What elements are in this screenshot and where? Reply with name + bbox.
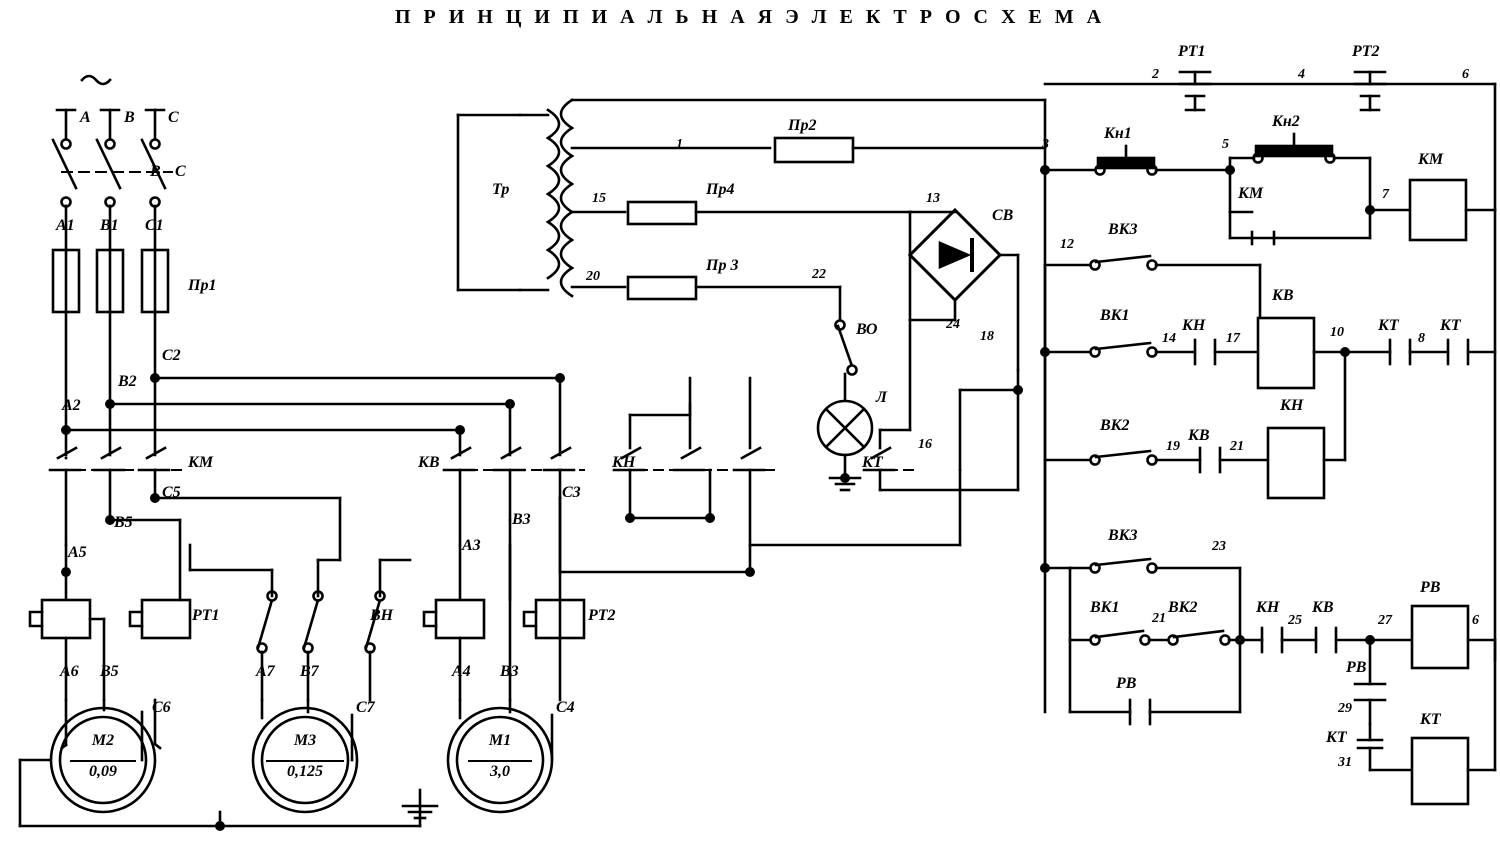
label-Kn2: Кн2: [1272, 113, 1300, 130]
node-6b: 6: [1472, 613, 1479, 628]
label-VK1-lower: ВК1: [1090, 599, 1120, 616]
label-Pr2: Пр2: [788, 117, 817, 134]
terminal-C1: C1: [145, 217, 164, 234]
node-18: 18: [980, 329, 994, 344]
node-24: 24: [946, 317, 960, 332]
label-KM-aux: КМ: [1238, 185, 1264, 202]
terminal-C7: C7: [356, 699, 375, 716]
page-title: П Р И Н Ц И П И А Л Ь Н А Я Э Л Е К Т Р О С Х Е М А: [394, 6, 1106, 28]
node-5: 5: [1222, 137, 1229, 152]
label-Pr1: Пр1: [188, 277, 217, 294]
terminal-A2: A2: [62, 397, 81, 414]
terminal-A6: A6: [60, 663, 79, 680]
label-KV-series-1: КВ: [1188, 427, 1210, 444]
terminal-C4: C4: [556, 699, 575, 716]
node-10: 10: [1330, 325, 1344, 340]
label-RV-coil: РВ: [1420, 579, 1441, 596]
node-7: 7: [1382, 187, 1389, 202]
node-17: 19: [1166, 439, 1180, 454]
node-31: 31: [1338, 755, 1352, 770]
terminal-C6: C6: [152, 699, 171, 716]
motor-M3-name: М3: [293, 732, 317, 749]
node-23: 23: [1212, 539, 1226, 554]
label-VO: ВО: [856, 321, 878, 338]
label-RT2-top: РТ2: [1352, 43, 1380, 60]
node-4: 4: [1298, 67, 1305, 82]
label-SV: СВ: [992, 207, 1014, 224]
motor-M1-name: М1: [488, 732, 512, 749]
label-KT-center: КТ: [862, 454, 883, 471]
node-12: 13: [926, 191, 940, 206]
motor-M2-name: М2: [91, 732, 115, 749]
node-19: 21: [1230, 439, 1244, 454]
label-Kn1: Кн1: [1104, 125, 1132, 142]
node-6: 6: [1462, 67, 1469, 82]
terminal-B7: B7: [300, 663, 319, 680]
node-20: 20: [586, 269, 600, 284]
label-KV-lower: КВ: [1312, 599, 1334, 616]
node-16: 16: [918, 437, 932, 452]
terminal-B5: B5: [114, 514, 133, 531]
label-KN-series-1: КН: [1182, 317, 1206, 334]
node-21: 21: [1152, 611, 1166, 626]
label-RT2-left: РТ1: [192, 607, 220, 624]
terminal-C3: C3: [562, 484, 581, 501]
terminal-B3b: B3: [500, 663, 519, 680]
label-VK2-lower: ВК2: [1168, 599, 1198, 616]
label-KT-series-2: КТ: [1440, 317, 1461, 334]
node-15: 17: [1226, 331, 1240, 346]
label-KV-coil: КВ: [1272, 287, 1294, 304]
node-22: 22: [812, 267, 826, 282]
node-11: 12: [1060, 237, 1074, 252]
terminal-B3: B3: [512, 511, 531, 528]
label-RV-contact-2: КТ: [1326, 729, 1347, 746]
terminal-C2: C2: [162, 347, 181, 364]
label-KN-lower: КН: [1256, 599, 1280, 616]
label-Pr4: Пр4: [706, 181, 735, 198]
node-2: 2: [1152, 67, 1159, 82]
label-RT1-right: РТ2: [588, 607, 616, 624]
terminal-A1: A1: [56, 217, 75, 234]
label-KN-coil: КН: [1280, 397, 1304, 414]
label-Pr3: Пр 3: [706, 257, 739, 274]
label-VK3-lower: ВК3: [1108, 527, 1138, 544]
motor-M2-power: 0,09: [70, 760, 136, 780]
label-KV-center: КВ: [418, 454, 440, 471]
label-phase-A: A: [80, 109, 91, 126]
node-3: 3: [1042, 137, 1049, 152]
label-KT-series-1: КТ: [1378, 317, 1399, 334]
label-RV-contact-1: РВ: [1346, 659, 1367, 676]
terminal-C5: C5: [162, 484, 181, 501]
terminal-A3: A3: [462, 537, 481, 554]
label-L: Л: [876, 389, 887, 406]
node-25: 25: [1288, 613, 1302, 628]
label-VK1-upper: ВК1: [1100, 307, 1130, 324]
motor-M1-power: 3,0: [468, 760, 532, 780]
motor-M3-power: 0,125: [266, 760, 344, 780]
terminal-A4: A4: [452, 663, 471, 680]
label-phase-B: B: [124, 109, 135, 126]
terminal-B2: B2: [118, 373, 137, 390]
label-KM-lower: РВ: [1116, 675, 1137, 692]
label-KM-coil: КМ: [1418, 151, 1444, 168]
label-VK3-upper: ВК3: [1108, 221, 1138, 238]
label-VN: ВН: [370, 607, 394, 624]
label-switch-C: C: [175, 163, 186, 180]
label-KT-coil: КТ: [1420, 711, 1441, 728]
terminal-B5b: B5: [100, 663, 119, 680]
node-1: 1: [676, 137, 683, 152]
label-switch-B: B: [150, 163, 161, 180]
node-13: 14: [1162, 331, 1176, 346]
node-14: 15: [592, 191, 606, 206]
label-VK2-upper: ВК2: [1100, 417, 1130, 434]
node-29: 29: [1338, 701, 1352, 716]
terminal-A5: A5: [68, 544, 87, 561]
terminal-A7: A7: [256, 663, 275, 680]
terminal-B1: B1: [100, 217, 119, 234]
label-KM-left: КМ: [188, 454, 214, 471]
node-27: 27: [1378, 613, 1392, 628]
label-Tr: Тр: [492, 181, 510, 198]
label-RT1-top: РТ1: [1178, 43, 1206, 60]
label-phase-C: C: [168, 109, 179, 126]
label-KN-center: КН: [612, 454, 636, 471]
node-8: 8: [1418, 331, 1425, 346]
